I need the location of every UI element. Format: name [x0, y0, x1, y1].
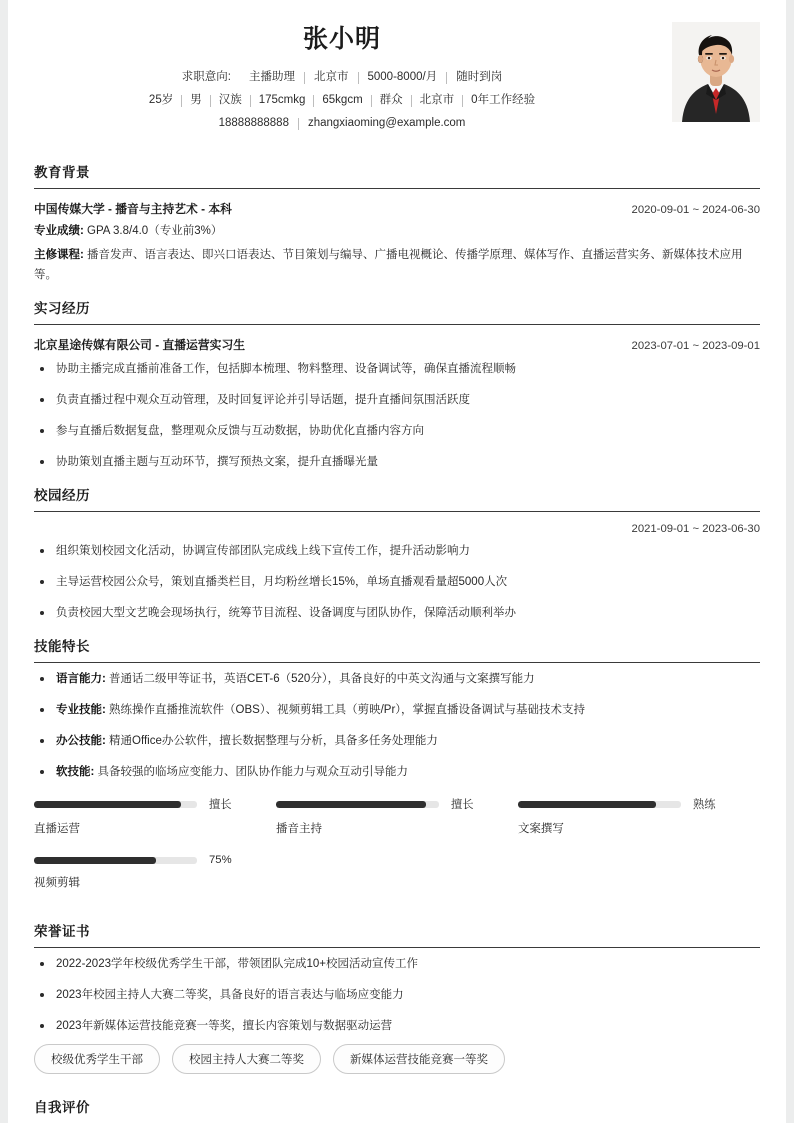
honor-tag[interactable]: 校园主持人大赛二等奖: [172, 1044, 321, 1074]
skill-bar-item: [518, 796, 760, 836]
skill-bar-value: 75%: [209, 854, 232, 866]
list-item: [34, 955, 760, 974]
resume-page: [8, 0, 786, 1123]
contact-email[interactable]: zhangxiaoming@example.com: [307, 117, 466, 129]
progress-track: [34, 857, 197, 864]
campus-entry-head: [34, 523, 760, 535]
internship-entry: [34, 336, 760, 472]
personal-height: 175cmkg: [258, 94, 306, 106]
skill-text: 具备较强的临场应变能力、团队协作能力与观众互动引导能力: [97, 766, 409, 778]
education-gpa-line: [34, 221, 760, 241]
section-campus: [8, 484, 786, 623]
skill-bar-item: [34, 796, 276, 836]
education-courses-label: 主修课程:: [34, 249, 84, 261]
list-item-text: 参与直播后数据复盘，整理观众反馈与互动数据，协助优化直播内容方向: [56, 425, 424, 437]
skill-bar-row: [518, 796, 746, 812]
skill-text: 普通话二级甲等证书，英语CET-6（520分），具备良好的中英文沟通与文案撰写能力: [109, 673, 535, 685]
personal-experience: 0年工作经验: [471, 94, 536, 106]
internship-entry-head: [34, 336, 760, 353]
section-title-campus: 校园经历: [34, 488, 90, 503]
personal-weight: 65kgcm: [322, 94, 363, 106]
objective-salary: 5000-8000/月: [367, 71, 438, 83]
education-courses-line: [34, 245, 760, 285]
skill-bar-row: [276, 796, 504, 812]
internship-bullet-list: [34, 360, 760, 472]
list-item: [34, 732, 760, 751]
honors-bullet-list: [34, 955, 760, 1036]
education-entry: [34, 200, 760, 285]
objective-availability: 随时到岗: [456, 71, 503, 83]
section-divider: [34, 947, 760, 948]
personal-political-status: 群众: [379, 94, 403, 106]
skill-text: 精通Office办公软件，擅长数据整理与分析，具备多任务处理能力: [109, 735, 438, 747]
personal-ethnicity: 汉族: [218, 94, 242, 106]
education-date: 2020-09-01 ~ 2024-06-30: [631, 204, 760, 216]
header-meta: [34, 66, 760, 135]
bullet-icon: [40, 398, 44, 402]
progress-track: [34, 801, 197, 808]
section-self-evaluation: [8, 1096, 786, 1123]
skill-bar-value: 擅长: [209, 799, 232, 811]
skill-label: 软技能:: [56, 766, 95, 778]
honor-tag[interactable]: 新媒体运营技能竞赛一等奖: [333, 1044, 505, 1074]
list-item: [34, 453, 760, 472]
list-item: [34, 360, 760, 379]
bullet-icon: [40, 549, 44, 553]
section-divider: [34, 188, 760, 189]
education-entry-head: [34, 200, 760, 217]
education-gpa-label: 专业成绩:: [34, 225, 84, 237]
list-item-text: 负责直播过程中观众互动管理，及时回复评论并引导话题，提升直播间氛围活跃度: [56, 394, 470, 406]
education-gpa-value: GPA 3.8/4.0（专业前3%）: [87, 225, 223, 237]
education-title: 中国传媒大学 - 播音与主持艺术 - 本科: [34, 202, 232, 216]
objective-city: 北京市: [314, 71, 349, 83]
section-education: [8, 161, 786, 285]
section-title-internship: 实习经历: [34, 301, 90, 316]
campus-bullet-list: [34, 542, 760, 623]
skill-bar-label: 视频剪辑: [34, 877, 80, 889]
progress-fill: [34, 857, 156, 864]
section-divider: [34, 662, 760, 663]
skill-bar-row: [34, 796, 262, 812]
education-courses-value: 播音发声、语言表达、即兴口语表达、节目策划与编导、广播电视概论、传播学原理、媒体写作、直播运营实务、新媒体技术应用等。: [34, 249, 743, 281]
skill-bar-group: [34, 796, 760, 908]
internship-title: 北京星途传媒有限公司 - 直播运营实习生: [34, 338, 246, 352]
resume-header: [8, 0, 786, 149]
campus-entry: [34, 523, 760, 623]
avatar-illustration: [672, 22, 760, 122]
skill-bar-label: 文案撰写: [517, 823, 564, 835]
list-item: [34, 391, 760, 410]
list-item-text: 协助主播完成直播前准备工作，包括脚本梳理、物料整理、设备调试等，确保直播流程顺畅: [56, 363, 516, 375]
honor-tag[interactable]: 校级优秀学生干部: [34, 1044, 160, 1074]
bullet-icon: [40, 770, 44, 774]
list-item-text: 主导运营校园公众号，策划直播类栏目，月均粉丝增长15%，单场直播观看量超5000人次: [56, 576, 508, 588]
list-item: [34, 1017, 760, 1036]
section-title-education: 教育背景: [34, 165, 90, 180]
avatar: [672, 22, 760, 122]
bullet-icon: [40, 708, 44, 712]
progress-fill: [518, 801, 657, 808]
bullet-icon: [40, 611, 44, 615]
skill-bar-label: 直播运营: [34, 823, 80, 835]
section-internship: [8, 297, 786, 472]
objective-position: 主播助理: [249, 71, 295, 83]
section-divider: [34, 511, 760, 512]
skill-label: 专业技能:: [56, 704, 106, 716]
objective-row: [34, 66, 650, 89]
skill-bar-row: [34, 854, 262, 866]
progress-fill: [34, 801, 181, 808]
bullet-icon: [40, 367, 44, 371]
progress-track: [518, 801, 681, 808]
list-item: [34, 670, 760, 689]
section-honors: [8, 920, 786, 1074]
skill-text: 熟练操作直播推流软件（OBS）、视频剪辑工具（剪映/Pr），掌握直播设备调试与基础技术支持: [109, 704, 586, 716]
list-item: [34, 701, 760, 720]
list-item: [34, 763, 760, 782]
internship-date: 2023-07-01 ~ 2023-09-01: [631, 340, 760, 352]
list-item: [34, 604, 760, 623]
contact-phone[interactable]: 18888888888: [218, 117, 289, 129]
skills-bullet-list: [34, 670, 760, 782]
section-divider: [34, 324, 760, 325]
list-item-text: 负责校园大型文艺晚会现场执行，统筹节目流程、设备调度与团队协作，保障活动顺利举办: [56, 607, 516, 619]
bullet-icon: [40, 429, 44, 433]
list-item-text: 组织策划校园文化活动，协调宣传部团队完成线上线下宣传工作，提升活动影响力: [56, 545, 470, 557]
contact-row: [34, 112, 650, 135]
bullet-icon: [40, 962, 44, 966]
skill-bar-value: 熟练: [692, 799, 716, 811]
campus-date: 2021-09-01 ~ 2023-06-30: [631, 523, 760, 535]
bullet-icon: [40, 1024, 44, 1028]
list-item-text: 2022-2023学年校级优秀学生干部，带领团队完成10+校园活动宣传工作: [56, 958, 418, 970]
candidate-name: 张小明: [302, 25, 381, 53]
bullet-icon: [40, 677, 44, 681]
skill-bar-item: [276, 796, 518, 836]
list-item: [34, 542, 760, 561]
personal-gender: 男: [190, 94, 202, 106]
skill-bar-label: 播音主持: [275, 823, 322, 835]
bullet-icon: [40, 580, 44, 584]
progress-fill: [276, 801, 426, 808]
section-title-honors: 荣誉证书: [34, 924, 90, 939]
progress-track: [276, 801, 439, 808]
personal-location: 北京市: [419, 94, 455, 106]
skill-bar-item: [34, 854, 276, 890]
skill-bar-value: 擅长: [450, 799, 474, 811]
bullet-icon: [40, 993, 44, 997]
list-item-text: 协助策划直播主题与互动环节，撰写预热文案，提升直播曝光量: [56, 456, 378, 468]
skill-label: 语言能力:: [56, 673, 106, 685]
honor-tag-group: [34, 1044, 760, 1074]
bullet-icon: [40, 460, 44, 464]
personal-age: 25岁: [148, 94, 174, 106]
list-item-text: 2023年校园主持人大赛二等奖，具备良好的语言表达与临场应变能力: [56, 989, 404, 1001]
list-item: [34, 986, 760, 1005]
section-title-skills: 技能特长: [34, 639, 90, 654]
list-item-text: 2023年新媒体运营技能竞赛一等奖，擅长内容策划与数据驱动运营: [56, 1020, 393, 1032]
bullet-icon: [40, 739, 44, 743]
skill-label: 办公技能:: [56, 735, 106, 747]
personal-row: [34, 89, 650, 112]
section-title-self-evaluation: 自我评价: [34, 1100, 90, 1115]
list-item: [34, 422, 760, 441]
objective-label: 求职意向:: [181, 71, 231, 83]
list-item: [34, 573, 760, 592]
section-skills: [8, 635, 786, 908]
